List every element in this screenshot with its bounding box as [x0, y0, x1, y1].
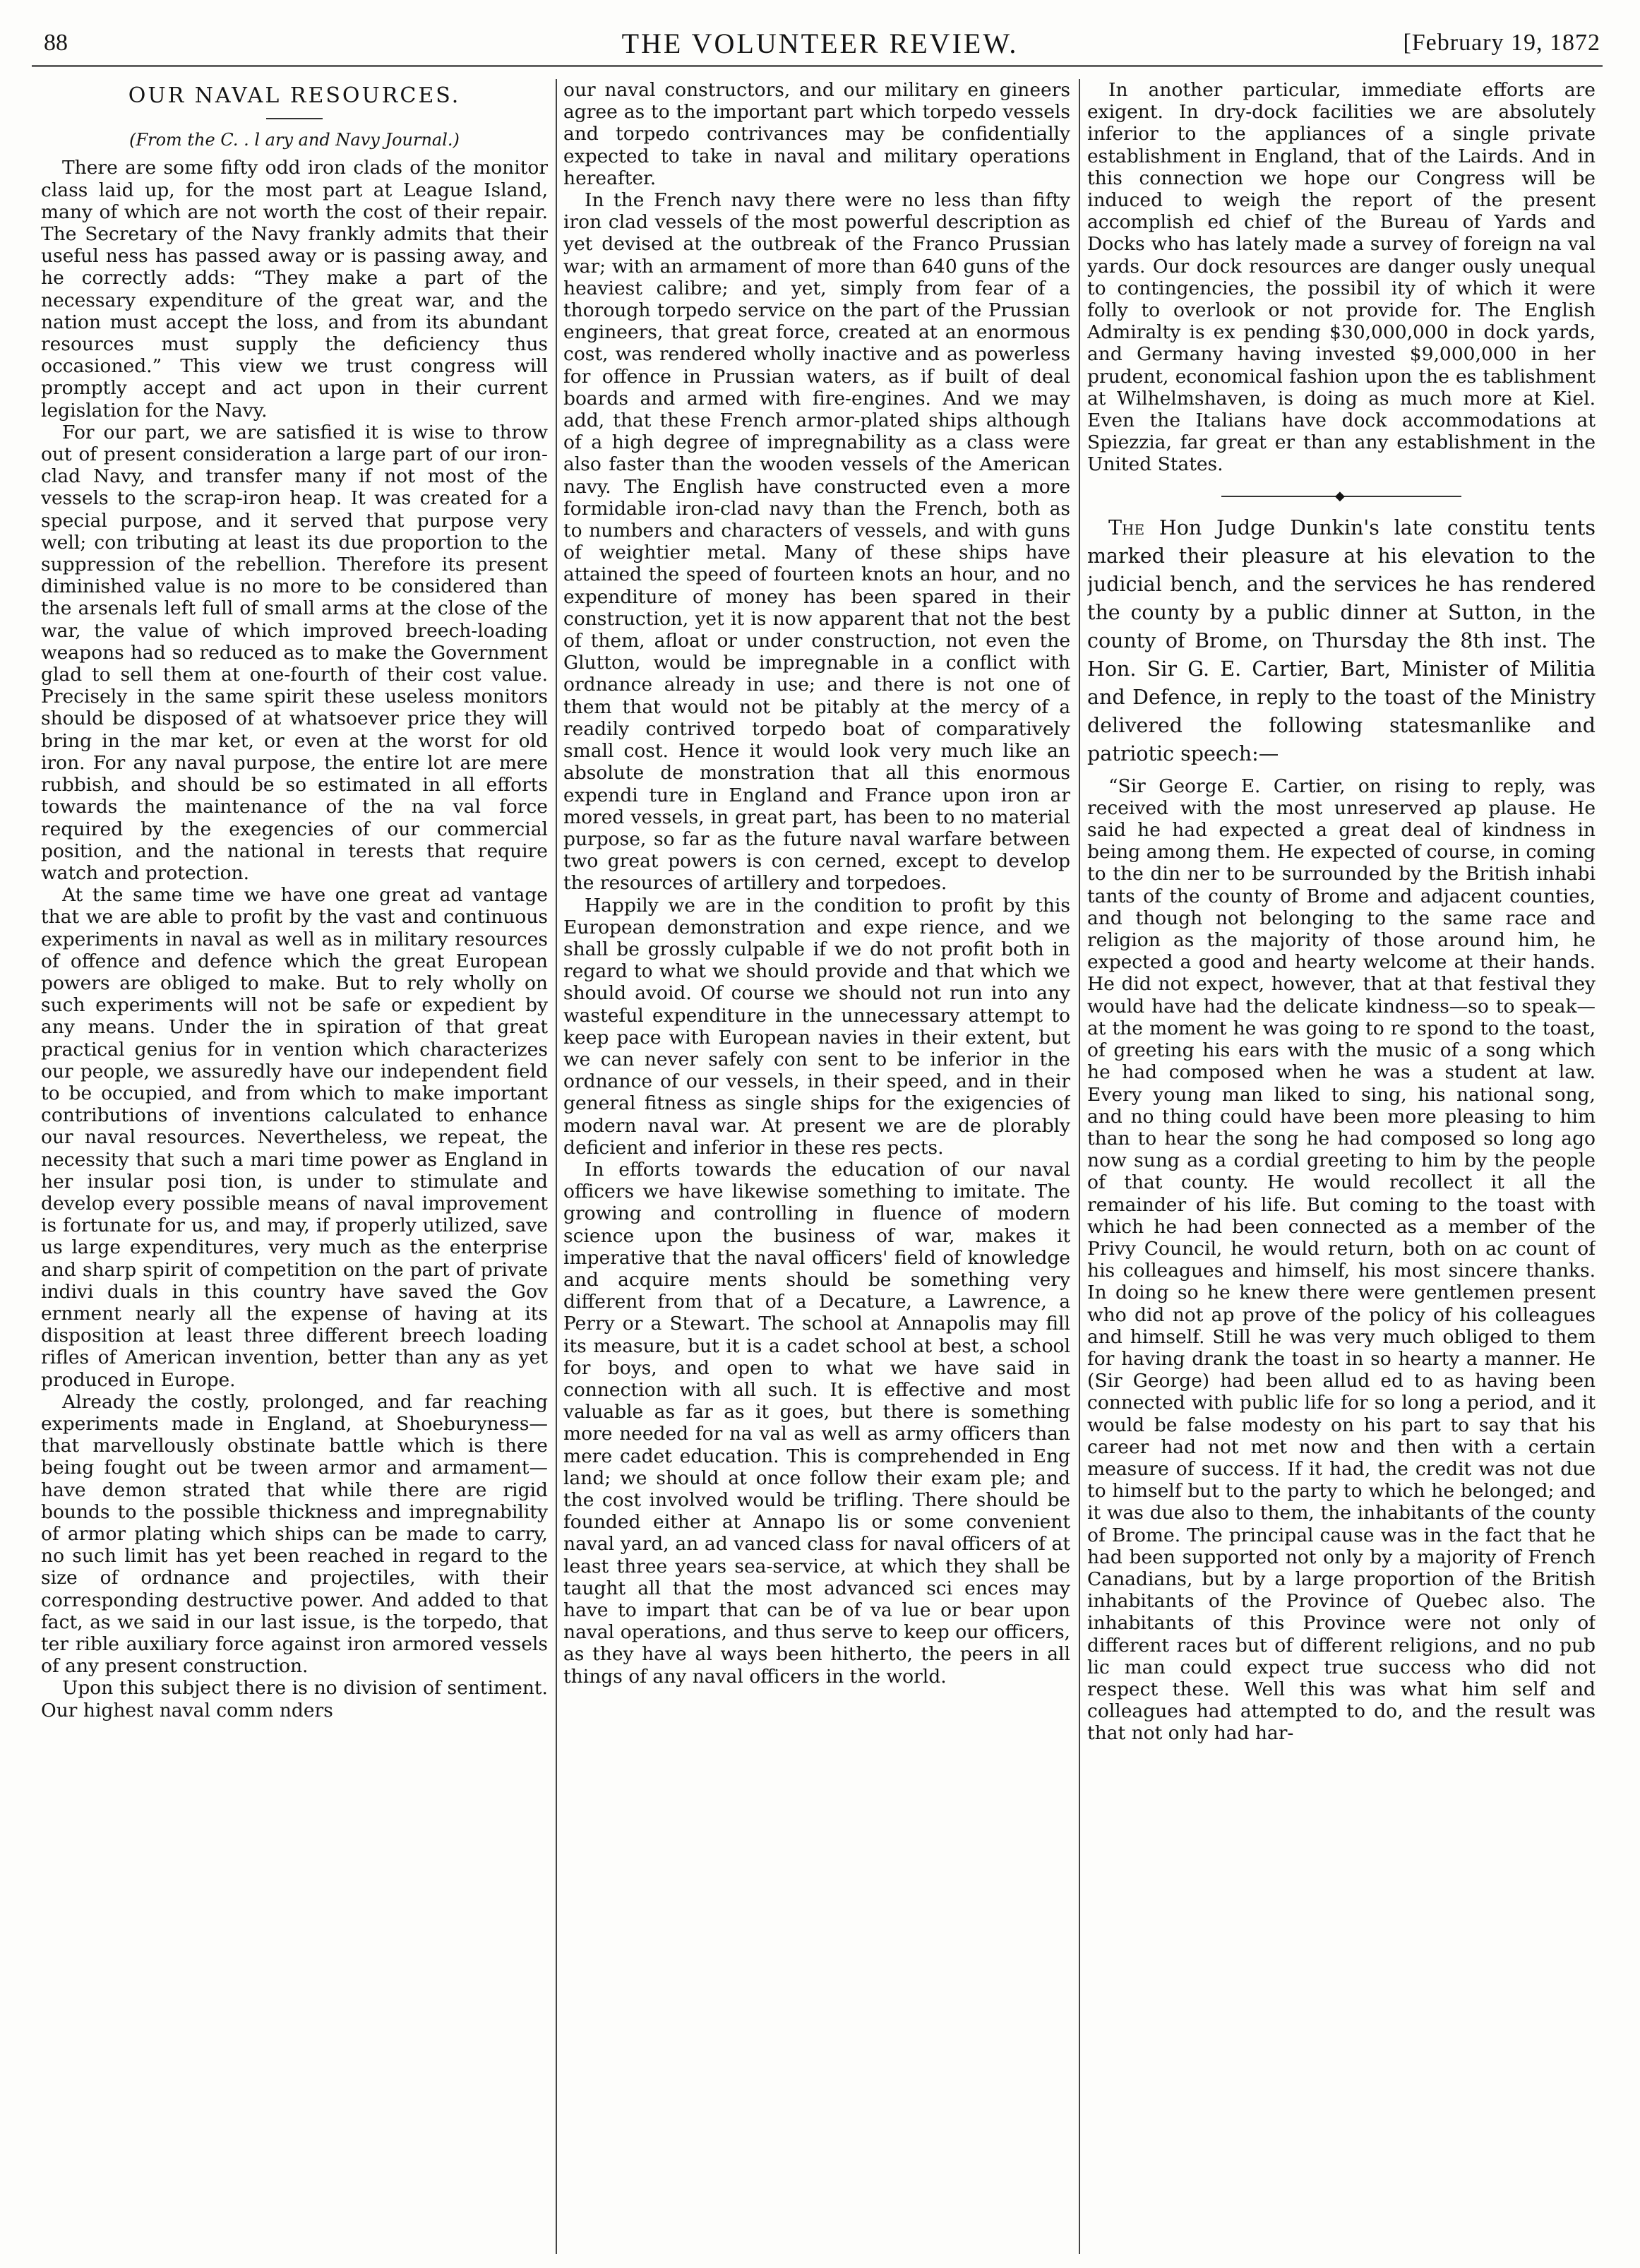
- article-paragraph: Happily we are in the condition to profit by this European demonstration and expe rience, and we shall be grossly culpable if we do not profit both in regard to what we should provide and that which we should avoid. Of course we should not run into any wasteful expenditure in the unnecessary attempt to keep pace with European navies in their extent, but we can never safely con sent to be inferior in the ordnance of our vessels, in their speed, and in their general fitness as single ships for the exigencies of modern naval war. At present we are de plorably deficient and inferior in these res pects.: [563, 894, 1070, 1159]
- column-divider: [556, 79, 557, 2254]
- issue-date: [February 19, 1872: [1403, 30, 1600, 56]
- header-rule: [32, 65, 1603, 67]
- article-paragraph: For our part, we are satisfied it is wise to throw out of present consideration a large part of our iron-clad Navy, and transfer many if not most of the vessels to the scrap-iron heap. It was created for a special purpose, and it served that purpose very well; con tributing at least its due proportion to the suppression of the rebellion. Therefore its present diminished value is no more to be considered than the arsenals left full of small arms at the close of the war, the value of which improved breech-loading weapons had so reduced as to make the Government glad to sell them at one-fourth of their cost value. Precisely in the same spirit these useless monitors should be disposed of at whatsoever price they will bring in the mar ket, or even at the worst for old iron. For any naval purpose, the entire lot are mere rubbish, and should be so estimated in all efforts towards the maintenance of the na val force required by the exegencies of our commercial position, and the national in terests that require watch and protection.: [41, 421, 548, 884]
- article-separator: [1087, 486, 1596, 507]
- article-source: (From the C. . l ary and Navy Journal.): [129, 130, 460, 150]
- publication-title: THE VOLUNTEER REVIEW.: [621, 28, 1019, 59]
- article-title: OUR NAVAL RESOURCES.: [128, 83, 461, 108]
- title-rule: [266, 118, 323, 119]
- article-paragraph: There are some fifty odd iron clads of the monitor class laid up, for the most part at League Island, many of which are not worth the cost of their repair. The Secretary of the Navy frankly admits that their useful ness has passed away or is passing away, and he correctly adds: “They make a part of the necessary expenditure of the great war, and the nation must accept the loss, and from its abundant resources must supply the deficiency thus occasioned.” This view we trust congress will promptly accept and act upon in their current legislation for the Navy.: [41, 157, 548, 422]
- speech-paragraph: “Sir George E. Cartier, on rising to reply, was received with the most unreserved ap plause. He said he had expected a great deal of kindness in being among them. He expected of course, in coming to the din ner to be surrounded by the British inhabi tants of the county of Brome and adjacent counties, and though not belonging to the same race and religion as the majority of those around him, he expected a good and hearty welcome at their hands. He did not expect, however, that at that festival they would have had the delicate kindness—so to speak—at the moment he was going to re spond to the toast, of greeting his ears with the music of a song which he had composed when he was a student at law. Every young man liked to sing, his national song, and no thing could have been more pleasing to him than to hear the song he had composed so long ago now sung as a cordial greeting to him by the people of that county. He would recollect it all the remainder of his life. But coming to the toast with which he had been connected as a member of the Privy Council, he would return, both on ac count of his colleagues and himself, his most sincere thanks. In doing so he knew there were gentlemen present who did not ap prove of the policy of his colleagues and himself. Still he was very much obliged to them for having drank the toast in so hearty a manner. He (Sir George) had been allud ed to as having been connected with public life for so long a period, and it would be false modesty on his part to say that his career had not met now and then with a certain measure of success. If it had, the credit was not due to himself but to the party to which he belonged; and it was due also to them, the inhabitants of the county of Brome. The principal cause was in the fact that he had been supported not only by a majority of French Canadians, but by a large proportion of the British inhabitants of the Province of Quebec also. The inhabitants of this Province were not only of different races but of different religions, and no pub lic man could expect true success who did not respect these. Well this was what him self and colleagues had attempted to do, and the result was that not only had har-: [1087, 775, 1596, 1745]
- news-item-lead: [1087, 514, 1596, 768]
- article-paragraph: Already the costly, prolonged, and far reaching experiments made in England, at Shoeburyness—that marvellously obstinate battle which is there being fought out be tween armor and armament—have demon strated that while there are rigid bounds to the possible thickness and impregnability of armor plating which ships can be made to carry, no such limit has yet been reached in regard to the size of ordnance and projectiles, with their corresponding destructive power. And added to that fact, as we said in our last issue, is the torpedo, that ter rible auxiliary force against iron armored vessels of any present construction.: [41, 1390, 548, 1678]
- article-paragraph: At the same time we have one great ad vantage that we are able to profit by the vast and continuous experiments in naval as well as in military resources of offence and defence which the great European powers are obliged to make. But to rely wholly on such experiments will not be safe or expedient by any means. Under the in spiration of that great practical genius for in vention which characterizes our people, we assuredly have our independent field to be occupied, and from which to make important contributions of inventions calculated to enhance our naval resources. Nevertheless, we repeat, the necessity that such a mari time power as England in her insular posi tion, is under to stimulate and develop every possible means of naval improvement is fortunate for us, and may, if properly utilized, save us large expenditures, very much as the enterprise and sharp spirit of competition on the part of private indivi duals in this country have saved the Gov ernment nearly all the expense of having at its disposition at least three different breech loading rifles of American invention, better than any as yet produced in Europe.: [41, 884, 548, 1391]
- lead-smallcaps: The: [1108, 515, 1145, 539]
- article-paragraph: Upon this subject there is no division of sentiment. Our highest naval comm nders: [41, 1677, 548, 1721]
- column-2: [563, 79, 1070, 2254]
- column-1: [41, 79, 548, 2254]
- separator-ornament: ◆: [1335, 488, 1345, 503]
- column-3: [1087, 79, 1596, 2254]
- page-number: 88: [44, 30, 68, 56]
- lead-text: Hon Judge Dunkin's late constitu tents marked their pleasure at his elevation to the judicial bench, and the services he has rendered the county by a public dinner at Sutton, in the county of Brome, on Thursday the 8th inst. The Hon. Sir G. E. Cartier, Bart, Minister of Militia and Defence, in reply to the toast of the Ministry delivered the following statesmanlike and patriotic speech:—: [1087, 515, 1596, 765]
- article-paragraph: our naval constructors, and our military en gineers agree as to the important part which torpedo vessels and torpedo contrivances may be confidentially expected to take in naval and military operations hereafter.: [563, 79, 1070, 189]
- article-paragraph: In the French navy there were no less than fifty iron clad vessels of the most powerful description as yet devised at the outbreak of the Franco Prussian war; with an armament of more than 640 guns of the heaviest calibre; and yet, simply from fear of a thorough torpedo service on the part of the Prussian engineers, that great force, created at an enormous cost, was rendered wholly inactive and as powerless for offence in Prussian waters, as if built of deal boards and armed with fire-engines. And we may add, that these French armor-plated ships although of a high degree of impregnability as a class were also faster than the wooden vessels of the American navy. The English have constructed even a more formidable iron-clad navy than the French, both as to numbers and characters of vessels, and with guns of weightier metal. Many of these ships have attained the speed of fourteen knots an hour, and no expenditure of money has been spared in their construction, yet it is now apparent that not the best of them, afloat or under construction, not even the Glutton, would be impregnable in a conflict with ordnance already in use; and there is not one of them that would not be pitably at the mercy of a readily contrived torpedo boat of comparatively small cost. Hence it would look very much like an absolute de monstration that all this enormous expendi ture in England and France upon iron ar mored vessels, in great part, has been to no material purpose, so far as the future naval warfare between two great powers is con cerned, except to develop the resources of artillery and torpedoes.: [563, 189, 1070, 895]
- article-paragraph: In another particular, immediate efforts are exigent. In dry-dock facilities we are absolutely inferior to the appliances of a single private establishment in England, that of the Lairds. And in this connection we hope our Congress will be induced to weigh the report of the present accomplish ed chief of the Bureau of Yards and Docks who has lately made a survey of foreign na val yards. Our dock resources are danger ously unequal to contingencies, the possibil ity of which it were folly to overlook or not provide for. The English Admiralty is ex pending $30,000,000 in dock yards, and Germany having invested $9,000,000 in her prudent, economical fashion upon the es tablishment at Wilhelmshaven, is doing as much more at Kiel. Even the Italians have dock accommodations at Spiezzia, far great er than any establishment in the United States.: [1087, 79, 1596, 476]
- page-header: [35, 27, 1605, 61]
- column-divider: [1079, 79, 1080, 2254]
- article-paragraph: In efforts towards the education of our naval officers we have likewise something to imitate. The growing and controlling in fluence of modern science upon the business of war, makes it imperative that the naval officers' field of knowledge and acquire ments should be something very different from that of a Decature, a Lawrence, a Perry or a Stewart. The school at Annapolis may fill its measure, but it is a cadet school at best, a school for boys, and open to what we have said in connection with all such. It is effective and most valuable as far as it goes, but there is something more needed for na val as well as army officers than mere cadet education. This is comprehended in Eng land; we should at once follow their exam ple; and the cost involved would be trifling. There should be founded either at Annapo lis or some convenient naval yard, an ad vanced class for naval officers of at least three years sea-service, at which they shall be taught all that the most advanced sci ences may have to impart that can be of va lue or bear upon naval operations, and thus serve to keep our officers, as they have al ways been hitherto, the peers in all things of any naval officers in the world.: [563, 1158, 1070, 1688]
